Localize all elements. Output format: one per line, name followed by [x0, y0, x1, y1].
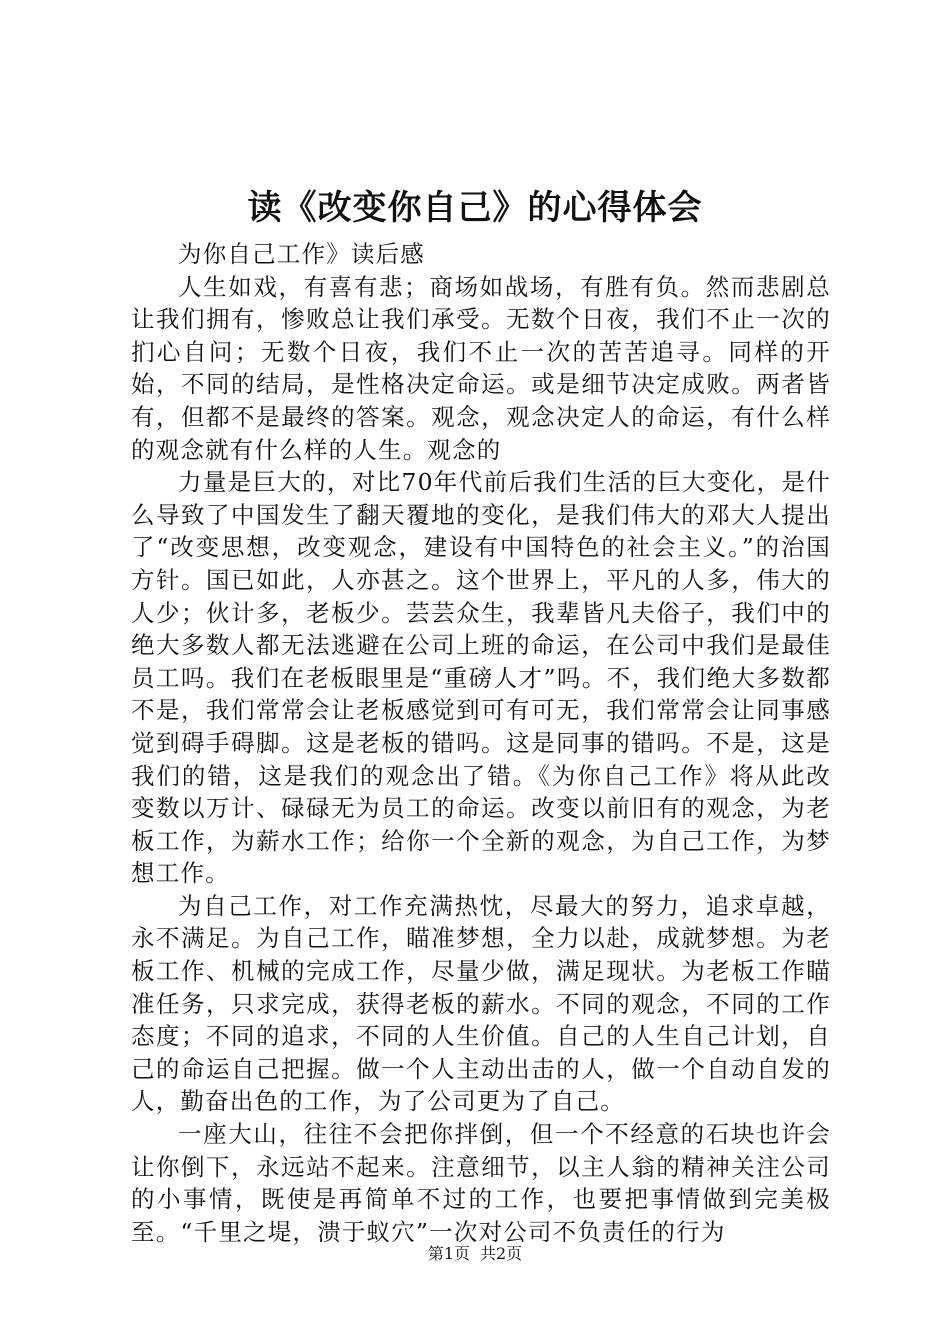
- paragraph: 一座大山，往往不会把你拌倒，但一个不经意的石块也许会让你倒下，永远站不起来。注意细节，以主人翁的精神关注公司的小事情，既使是再简单不过的工作，也要把事情做到完美极至。“千里之堤，溃于蚁穴”一次对公司不负责任的行为: [131, 1120, 831, 1246]
- paragraph: 力量是巨大的，对比70年代前后我们生活的巨大变化，是什么导致了中国发生了翻天覆地的变化，是我们伟大的邓大人提出了“改变思想，改变观念，建设有中国特色的社会主义。”的治国方针。国已如此，人亦甚之。这个世界上，平凡的人多，伟大的人少；伙计多，老板少。芸芸众生，我辈皆凡夫俗子，我们中的绝大多数人都无法逃避在公司上班的命运，在公司中我们是最佳员工吗。我们在老板眼里是“重磅人才”吗。不，我们绝大多数都不是，我们常常会让老板感觉到可有可无，我们常常会让同事感觉到碍手碍脚。这是老板的错吗。这是同事的错吗。不是，这是我们的错，这是我们的观念出了错。《为你自己工作》将从此改变数以万计、碌碌无为员工的命运。改变以前旧有的观念，为老板工作，为薪水工作；给你一个全新的观念，为自己工作，为梦想工作。: [131, 468, 831, 888]
- document-body: [131, 238, 831, 1248]
- paragraph-subtitle: 为你自己工作》读后感: [178, 240, 425, 268]
- paragraph: 为自己工作，对工作充满热忱，尽最大的努力，追求卓越，永不满足。为自己工作，瞄准梦想，全力以赴，成就梦想。为老板工作、机械的完成工作，尽量少做，满足现状。为老板工作瞄准任务，只求完成，获得老板的薪水。不同的观念，不同的工作态度；不同的追求，不同的人生价值。自己的人生自己计划，自己的命运自己把握。做一个人主动出击的人，做一个自动自发的人，勤奋出色的工作，为了公司更为了自己。: [131, 891, 831, 1116]
- paragraph: 人生如戏，有喜有悲；商场如战场，有胜有负。然而悲剧总让我们拥有，惨败总让我们承受。无数个日夜，我们不止一次的扪心自问；无数个日夜，我们不止一次的苦苦追寻。同样的开始，不同的结局，是性格决定命运。或是细节决定成败。两者皆有，但都不是最终的答案。观念，观念决定人的命运，有什么样的观念就有什么样的人生。观念的: [131, 272, 831, 464]
- page-total: 共2页: [480, 1244, 523, 1263]
- page-number: 第1页: [427, 1244, 470, 1263]
- document-title: 读《改变你自己》的心得体会: [247, 188, 703, 228]
- page-footer: [0, 1242, 950, 1266]
